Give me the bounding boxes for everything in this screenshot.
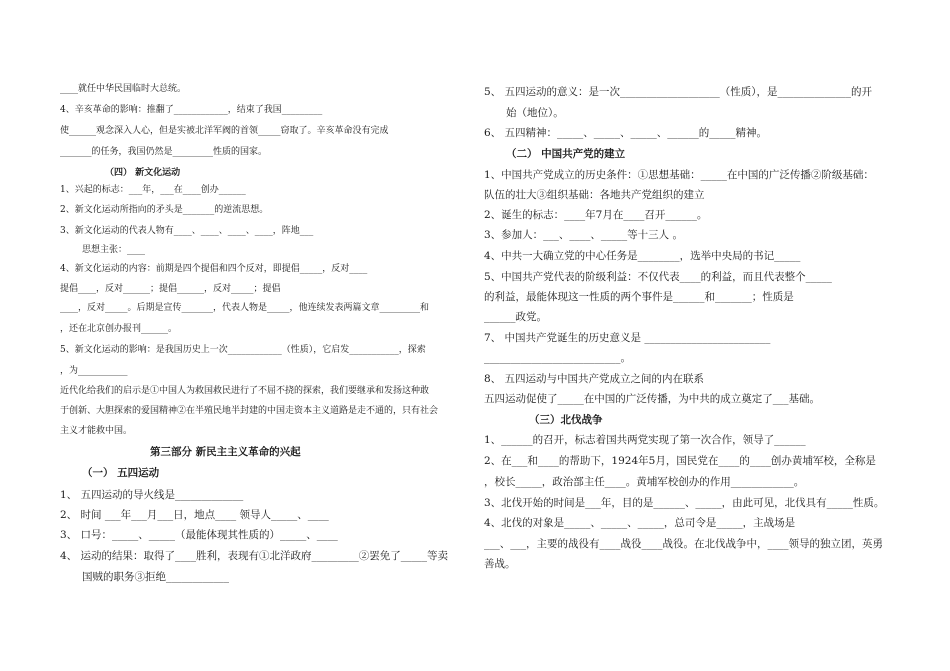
text-line: ，还在北京创办报刊______。 xyxy=(60,324,178,334)
text-line: 3、新文化运动的代表人物有____、____、____、____，阵地___ xyxy=(60,226,314,236)
text-line: 提倡____，反对______；提倡______，反对_____；提倡 xyxy=(60,284,281,294)
text-line: 4、中共一大确立党的中心任务是________，选举中央局的书记_____ xyxy=(484,250,801,262)
text-line: 2、在___和____的帮助下，1924年5月，国民党在____的____创办黄埔军校，全称是 xyxy=(484,455,876,467)
text-line: 思想主张：____ xyxy=(82,245,146,255)
text-line: 4、新文化运动的内容：前期是四个提倡和四个反对，即提倡_____，反对____ xyxy=(60,264,368,274)
section-heading: （一） 五四运动 xyxy=(82,467,160,479)
text-line: 1、 五四运动的导火线是_____________ xyxy=(60,489,244,501)
text-line: 1、中国共产党成立的历史条件：①思想基础：_____在中国的广泛传播②阶级基础： xyxy=(484,169,874,181)
text-line: 1、兴起的标志：___年，___在____创办______ xyxy=(60,185,246,195)
text-line: 近代化给我们的启示是①中国人为救国救民进行了不屈不挠的探索，我们要继承和发扬这种敢 xyxy=(60,386,430,396)
text-line: 于创新、大胆探索的爱国精神②在半殖民地半封建的中国走资本主义道路是走不通的，只有社会 xyxy=(60,406,439,416)
text-line: ，为___________ xyxy=(60,366,128,376)
text-line: 使______观念深入人心，但是实被北洋军阀的首领_____窃取了。辛亥革命没有完成 xyxy=(60,126,389,136)
text-line: 4、辛亥革命的影响：推翻了____________，结束了我国_________ xyxy=(60,105,323,115)
section-heading: （四） 新文化运动 xyxy=(105,168,181,178)
text-line: __________________________。 xyxy=(484,352,631,364)
text-line: 3、 口号：_____、_____（最能体现其性质的）_____、____ xyxy=(60,529,338,541)
text-line: 主义才能救中国。 xyxy=(60,426,133,436)
text-line: 7、 中国共产党诞生的历史意义是 ________________________ xyxy=(484,332,771,344)
section-heading: （二） 中国共产党的建立 xyxy=(506,148,626,160)
text-line: ____，反对_____。后期是宣传_______，代表人物是_____，他连续发表两篇文章_________和 xyxy=(60,303,430,313)
text-line: 五四运动促使了_____在中国的广泛传播，为中共的成立奠定了___基础。 xyxy=(484,393,820,405)
text-line: 6、 五四精神：_____、_____、_____、______的_____精神。 xyxy=(484,127,768,139)
text-line: 队伍的壮大③组织基础：各地共产党组织的建立 xyxy=(484,189,705,201)
text-line: 3、参加人：___、____、_____等十三人 。 xyxy=(484,229,684,241)
text-line: 3、北伐开始的时间是___年，目的是______、_____，由此可见，北伐具有_____性质。 xyxy=(484,497,885,509)
text-line: 2、新文化运动所指向的矛头是_______的逆流思想。 xyxy=(60,205,269,215)
section-heading: 第三部分 新民主主义革命的兴起 xyxy=(150,446,301,458)
text-line: 4、北伐的对象是_____、_____、_____，总司令是_____，主战场是 xyxy=(484,517,796,529)
text-line: 1、______的召开，标志着国共两党实现了第一次合作，领导了______ xyxy=(484,434,806,446)
text-line: 2、诞生的标志：____年7月在____召开______。 xyxy=(484,209,708,221)
text-line: ______政党。 xyxy=(484,311,547,323)
text-line: ，校长_____，政治部主任____。黄埔军校创办的作用____________。 xyxy=(484,476,805,488)
text-line: ____就任中华民国临时大总统。 xyxy=(60,84,187,94)
text-line: _______的任务，我国仍然是_________性质的国家。 xyxy=(60,147,268,157)
text-line: 国贼的职务③拒绝____________ xyxy=(82,571,229,583)
section-heading: （三）北伐战争 xyxy=(529,414,603,426)
text-line: 始（地位）。 xyxy=(506,107,564,119)
text-line: 5、中国共产党代表的阶级利益：不仅代表____的利益，而且代表整个_____ xyxy=(484,271,832,283)
text-line: 善战。 xyxy=(484,558,516,570)
text-line: 5、新文化运动的影响：是我国历史上一次____________（性质），它启发___________，探索 xyxy=(60,345,426,355)
text-line: 8、 五四运动与中国共产党成立之间的内在联系 xyxy=(484,373,705,385)
text-line: 5、 五四运动的意义：是一次___________________（性质），是______________的开 xyxy=(484,86,873,98)
text-line: 的利益，最能体现这一性质的两个事件是______和_______；性质是 xyxy=(484,291,794,303)
text-line: 2、 时间 ___年___月___日，地点____ 领导人_____、____ xyxy=(60,509,329,521)
text-line: 4、 运动的结果：取得了____胜利，表现有①北洋政府_________②罢免了_____等卖 xyxy=(60,550,449,562)
text-line: ___、___，主要的战役有____战役____战役。在北伐战争中，____领导的独立团，英勇 xyxy=(484,538,883,550)
